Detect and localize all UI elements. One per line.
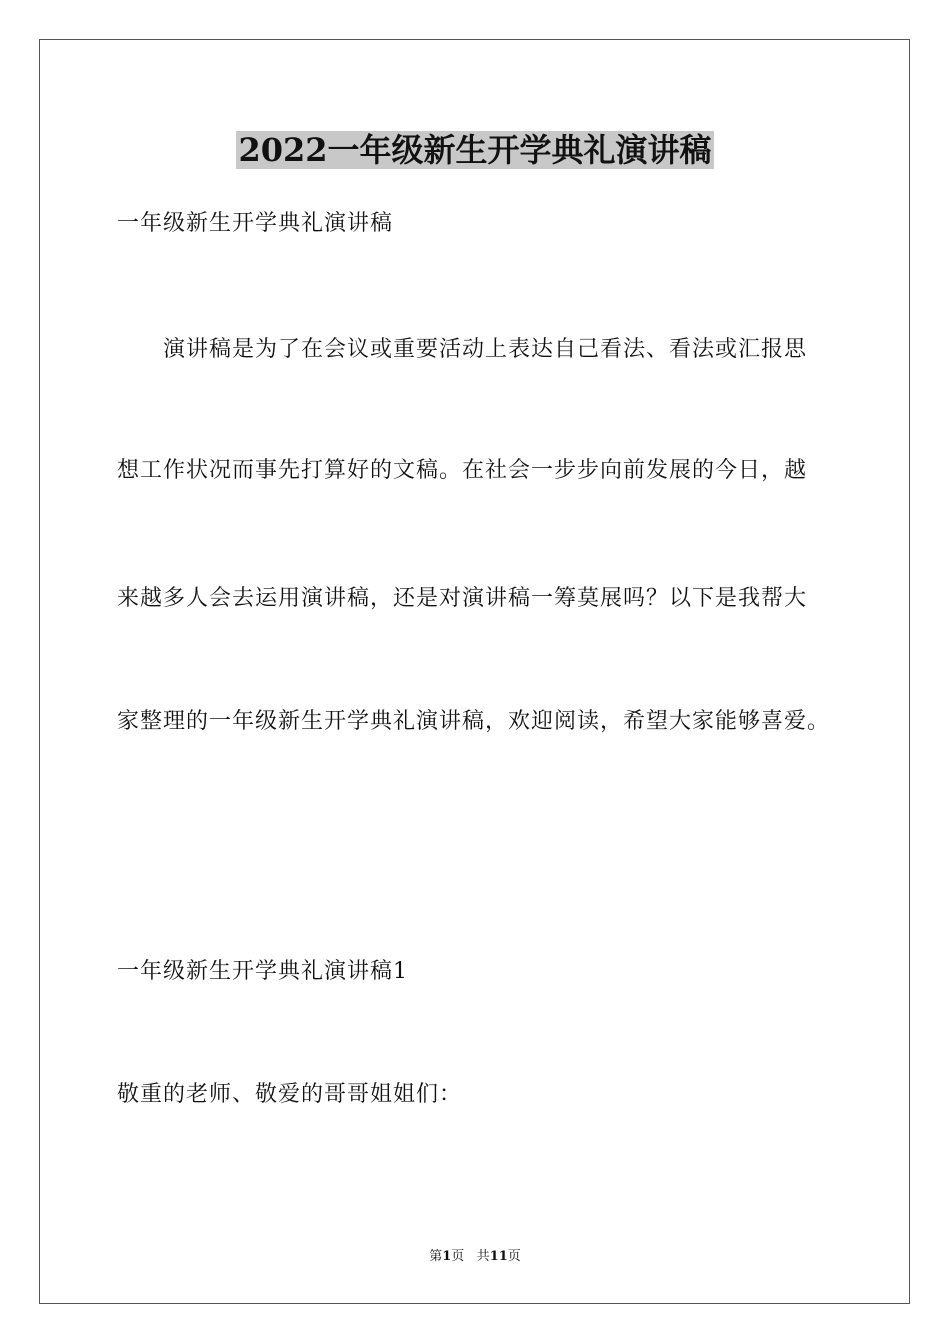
document-title: [0, 126, 950, 174]
section-heading: 一年级新生开学典礼演讲稿1: [117, 959, 408, 984]
intro-line-3: 来越多人会去运用演讲稿，还是对演讲稿一筹莫展吗？以下是我帮大: [117, 586, 808, 611]
footer-total-suffix: 页: [507, 1249, 521, 1264]
footer-total-pages: 11: [489, 1249, 508, 1264]
footer-page-number: 1: [442, 1249, 452, 1264]
footer-total-prefix: 共: [476, 1249, 490, 1264]
document-subtitle: 一年级新生开学典礼演讲稿: [117, 211, 394, 236]
intro-line-2: 想工作状况而事先打算好的文稿。在社会一步步向前发展的今日，越: [117, 458, 808, 483]
intro-line-4: 家整理的一年级新生开学典礼演讲稿，欢迎阅读，希望大家能够喜爱。: [117, 709, 831, 734]
footer-page-suffix: 页: [451, 1249, 465, 1264]
footer-page-prefix: 第: [429, 1249, 443, 1264]
document-title-text: 2022一年级新生开学典礼演讲稿: [238, 131, 712, 169]
page-footer: [0, 1248, 950, 1266]
salutation: 敬重的老师、敬爱的哥哥姐姐们：: [117, 1082, 463, 1107]
intro-line-1: 演讲稿是为了在会议或重要活动上表达自己看法、看法或汇报思: [163, 337, 808, 362]
